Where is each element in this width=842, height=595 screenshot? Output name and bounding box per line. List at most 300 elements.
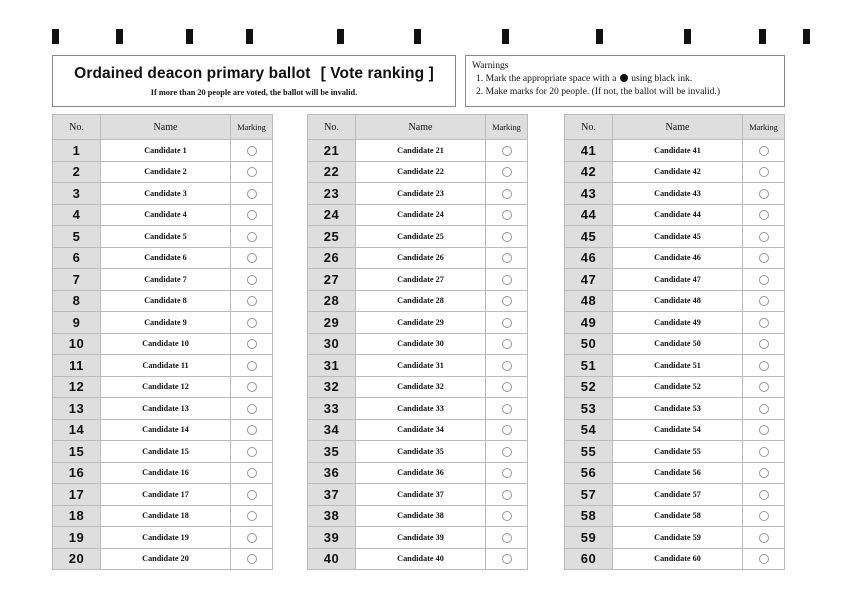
table-row — [53, 333, 273, 355]
header-no: No. — [308, 115, 356, 140]
marking-circle-icon[interactable] — [247, 210, 257, 220]
marking-circle-icon[interactable] — [247, 511, 257, 521]
warning-item-1-text-end: using black ink. — [631, 73, 693, 84]
marking-cell — [486, 290, 528, 312]
table-row — [53, 247, 273, 269]
marking-cell — [743, 505, 785, 527]
table-row — [308, 527, 528, 549]
candidate-name: Candidate 3 — [101, 183, 231, 205]
table-row — [565, 183, 785, 205]
candidate-number: 7 — [53, 269, 101, 291]
table-row — [565, 161, 785, 183]
candidate-number: 33 — [308, 398, 356, 420]
candidate-number: 47 — [565, 269, 613, 291]
marking-cell — [486, 484, 528, 506]
candidate-name: Candidate 30 — [356, 333, 486, 355]
candidate-number: 34 — [308, 419, 356, 441]
marking-cell — [743, 462, 785, 484]
header-name: Name — [613, 115, 743, 140]
table-row — [565, 527, 785, 549]
marking-circle-icon[interactable] — [247, 361, 257, 371]
candidate-number: 6 — [53, 247, 101, 269]
marking-cell — [231, 355, 273, 377]
marking-cell — [231, 419, 273, 441]
marking-circle-icon[interactable] — [759, 490, 769, 500]
marking-circle-icon[interactable] — [502, 361, 512, 371]
marking-circle-icon[interactable] — [502, 296, 512, 306]
marking-circle-icon[interactable] — [247, 554, 257, 564]
candidate-name: Candidate 11 — [101, 355, 231, 377]
candidate-name: Candidate 23 — [356, 183, 486, 205]
marking-cell — [486, 462, 528, 484]
marking-circle-icon[interactable] — [502, 533, 512, 543]
table-row — [53, 161, 273, 183]
header-marking: Marking — [486, 115, 528, 140]
table-row — [308, 183, 528, 205]
table-row — [53, 398, 273, 420]
marking-cell — [486, 161, 528, 183]
candidate-name: Candidate 20 — [101, 548, 231, 570]
marking-cell — [231, 376, 273, 398]
candidate-number: 48 — [565, 290, 613, 312]
candidate-name: Candidate 42 — [613, 161, 743, 183]
marking-cell — [486, 269, 528, 291]
marking-circle-icon[interactable] — [247, 404, 257, 414]
marking-circle-icon[interactable] — [759, 253, 769, 263]
warning-item-1-text: 1. Mark the appropriate space with a — [476, 73, 617, 84]
candidate-number: 57 — [565, 484, 613, 506]
marking-circle-icon[interactable] — [247, 275, 257, 285]
candidate-number: 1 — [53, 140, 101, 162]
ballot-title-main: Ordained deacon primary ballot — [74, 65, 311, 82]
table-row — [308, 462, 528, 484]
marking-circle-icon[interactable] — [759, 447, 769, 457]
table-row — [53, 269, 273, 291]
candidate-number: 2 — [53, 161, 101, 183]
marking-cell — [486, 505, 528, 527]
marking-cell — [231, 161, 273, 183]
table-row — [565, 140, 785, 162]
table-row — [565, 505, 785, 527]
candidate-number: 59 — [565, 527, 613, 549]
marking-circle-icon[interactable] — [502, 511, 512, 521]
candidate-name: Candidate 27 — [356, 269, 486, 291]
marking-cell — [231, 548, 273, 570]
candidate-number: 36 — [308, 462, 356, 484]
candidate-number: 27 — [308, 269, 356, 291]
marking-circle-icon[interactable] — [247, 146, 257, 156]
marking-cell — [486, 183, 528, 205]
marking-circle-icon[interactable] — [502, 425, 512, 435]
candidate-name: Candidate 2 — [101, 161, 231, 183]
table-row — [53, 355, 273, 377]
table-row — [53, 419, 273, 441]
table-header-row — [308, 115, 528, 140]
candidate-number: 43 — [565, 183, 613, 205]
marking-circle-icon[interactable] — [247, 490, 257, 500]
marking-cell — [743, 247, 785, 269]
marking-cell — [743, 140, 785, 162]
marking-circle-icon[interactable] — [247, 468, 257, 478]
table-row — [308, 505, 528, 527]
marking-cell — [486, 355, 528, 377]
candidate-number: 24 — [308, 204, 356, 226]
candidate-number: 4 — [53, 204, 101, 226]
table-row — [565, 290, 785, 312]
marking-circle-icon[interactable] — [502, 318, 512, 328]
candidate-number: 49 — [565, 312, 613, 334]
marking-cell — [743, 484, 785, 506]
marking-cell — [486, 376, 528, 398]
candidate-name: Candidate 48 — [613, 290, 743, 312]
candidate-number: 8 — [53, 290, 101, 312]
candidate-name: Candidate 57 — [613, 484, 743, 506]
marking-circle-icon[interactable] — [502, 404, 512, 414]
marking-circle-icon[interactable] — [759, 361, 769, 371]
candidate-number: 17 — [53, 484, 101, 506]
header-no: No. — [565, 115, 613, 140]
marking-circle-icon[interactable] — [502, 146, 512, 156]
candidate-name: Candidate 51 — [613, 355, 743, 377]
timing-mark — [684, 29, 691, 44]
marking-cell — [743, 269, 785, 291]
timing-mark — [596, 29, 603, 44]
candidate-number: 14 — [53, 419, 101, 441]
marking-cell — [486, 527, 528, 549]
candidate-name: Candidate 6 — [101, 247, 231, 269]
marking-circle-icon[interactable] — [502, 382, 512, 392]
table-row — [308, 333, 528, 355]
candidate-number: 40 — [308, 548, 356, 570]
marking-cell — [231, 247, 273, 269]
candidate-name: Candidate 35 — [356, 441, 486, 463]
timing-mark — [337, 29, 344, 44]
candidate-name: Candidate 18 — [101, 505, 231, 527]
candidate-number: 11 — [53, 355, 101, 377]
marking-circle-icon[interactable] — [502, 253, 512, 263]
warnings-box — [465, 55, 785, 107]
candidate-number: 58 — [565, 505, 613, 527]
candidate-number: 29 — [308, 312, 356, 334]
candidate-number: 25 — [308, 226, 356, 248]
table-row — [565, 333, 785, 355]
header-name: Name — [101, 115, 231, 140]
table-row — [53, 312, 273, 334]
candidate-number: 52 — [565, 376, 613, 398]
candidate-name: Candidate 28 — [356, 290, 486, 312]
marking-circle-icon[interactable] — [759, 425, 769, 435]
candidate-number: 54 — [565, 419, 613, 441]
candidate-number: 51 — [565, 355, 613, 377]
table-row — [565, 548, 785, 570]
candidate-name: Candidate 59 — [613, 527, 743, 549]
candidate-name: Candidate 36 — [356, 462, 486, 484]
candidate-number: 37 — [308, 484, 356, 506]
marking-cell — [231, 312, 273, 334]
marking-cell — [743, 441, 785, 463]
header-no: No. — [53, 115, 101, 140]
candidate-name: Candidate 15 — [101, 441, 231, 463]
candidate-number: 60 — [565, 548, 613, 570]
table-row — [53, 140, 273, 162]
marking-circle-icon[interactable] — [759, 404, 769, 414]
candidate-name: Candidate 45 — [613, 226, 743, 248]
ballot-table-1 — [52, 114, 273, 570]
candidate-name: Candidate 12 — [101, 376, 231, 398]
marking-circle-icon[interactable] — [502, 210, 512, 220]
timing-mark — [759, 29, 766, 44]
marking-circle-icon[interactable] — [247, 447, 257, 457]
table-row — [308, 355, 528, 377]
table-row — [565, 441, 785, 463]
candidate-name: Candidate 1 — [101, 140, 231, 162]
candidate-number: 18 — [53, 505, 101, 527]
marking-circle-icon[interactable] — [247, 232, 257, 242]
candidate-name: Candidate 13 — [101, 398, 231, 420]
candidate-number: 39 — [308, 527, 356, 549]
candidate-number: 45 — [565, 226, 613, 248]
candidate-name: Candidate 29 — [356, 312, 486, 334]
marking-cell — [231, 333, 273, 355]
marking-circle-icon[interactable] — [759, 554, 769, 564]
marking-circle-icon[interactable] — [247, 318, 257, 328]
candidate-name: Candidate 33 — [356, 398, 486, 420]
candidate-number: 16 — [53, 462, 101, 484]
marking-circle-icon[interactable] — [759, 275, 769, 285]
candidate-name: Candidate 50 — [613, 333, 743, 355]
marking-circle-icon[interactable] — [759, 232, 769, 242]
table-row — [565, 226, 785, 248]
candidate-name: Candidate 31 — [356, 355, 486, 377]
candidate-number: 26 — [308, 247, 356, 269]
candidate-number: 38 — [308, 505, 356, 527]
marking-circle-icon[interactable] — [759, 339, 769, 349]
header-marking: Marking — [231, 115, 273, 140]
candidate-name: Candidate 24 — [356, 204, 486, 226]
candidate-name: Candidate 60 — [613, 548, 743, 570]
table-row — [308, 161, 528, 183]
marking-circle-icon[interactable] — [247, 253, 257, 263]
candidate-name: Candidate 4 — [101, 204, 231, 226]
candidate-name: Candidate 46 — [613, 247, 743, 269]
candidate-name: Candidate 14 — [101, 419, 231, 441]
candidate-number: 21 — [308, 140, 356, 162]
marking-circle-icon[interactable] — [759, 382, 769, 392]
table-row — [308, 419, 528, 441]
marking-circle-icon[interactable] — [502, 490, 512, 500]
marking-cell — [231, 290, 273, 312]
candidate-name: Candidate 43 — [613, 183, 743, 205]
marking-circle-icon[interactable] — [247, 382, 257, 392]
candidate-number: 42 — [565, 161, 613, 183]
table-row — [53, 484, 273, 506]
marking-circle-icon[interactable] — [502, 339, 512, 349]
marking-cell — [486, 548, 528, 570]
marking-cell — [486, 204, 528, 226]
candidate-number: 35 — [308, 441, 356, 463]
marking-circle-icon[interactable] — [502, 275, 512, 285]
table-row — [53, 441, 273, 463]
candidate-name: Candidate 41 — [613, 140, 743, 162]
table-row — [53, 183, 273, 205]
table-row — [53, 290, 273, 312]
marking-circle-icon[interactable] — [502, 447, 512, 457]
marking-cell — [231, 140, 273, 162]
marking-circle-icon[interactable] — [247, 339, 257, 349]
candidate-name: Candidate 40 — [356, 548, 486, 570]
candidate-number: 13 — [53, 398, 101, 420]
marking-cell — [231, 441, 273, 463]
marking-cell — [486, 333, 528, 355]
timing-mark — [502, 29, 509, 44]
table-row — [308, 204, 528, 226]
table-row — [308, 484, 528, 506]
table-row — [308, 290, 528, 312]
candidate-name: Candidate 47 — [613, 269, 743, 291]
ballot-title — [53, 65, 455, 83]
marking-circle-icon[interactable] — [502, 232, 512, 242]
candidate-number: 15 — [53, 441, 101, 463]
candidate-number: 44 — [565, 204, 613, 226]
candidate-number: 19 — [53, 527, 101, 549]
marking-cell — [743, 527, 785, 549]
marking-circle-icon[interactable] — [247, 167, 257, 177]
candidate-name: Candidate 5 — [101, 226, 231, 248]
marking-cell — [231, 183, 273, 205]
marking-cell — [486, 398, 528, 420]
table-row — [53, 505, 273, 527]
marking-circle-icon[interactable] — [502, 189, 512, 199]
ballot-table-2 — [307, 114, 528, 570]
timing-mark — [803, 29, 810, 44]
table-row — [53, 376, 273, 398]
timing-mark — [186, 29, 193, 44]
candidate-name: Candidate 52 — [613, 376, 743, 398]
table-header-row — [565, 115, 785, 140]
ballot-subtitle: If more than 20 people are voted, the ballot will be invalid. — [150, 88, 358, 97]
candidate-name: Candidate 49 — [613, 312, 743, 334]
marking-circle-icon[interactable] — [247, 425, 257, 435]
table-row — [308, 376, 528, 398]
warning-item-2: 2. Make marks for 20 people. (If not, the ballot will be invalid.) — [476, 86, 721, 97]
marking-circle-icon[interactable] — [502, 167, 512, 177]
candidate-name: Candidate 7 — [101, 269, 231, 291]
marking-cell — [486, 312, 528, 334]
table-row — [565, 269, 785, 291]
marking-cell — [743, 183, 785, 205]
candidate-name: Candidate 32 — [356, 376, 486, 398]
timing-mark — [246, 29, 253, 44]
candidate-name: Candidate 38 — [356, 505, 486, 527]
candidate-name: Candidate 58 — [613, 505, 743, 527]
candidate-name: Candidate 54 — [613, 419, 743, 441]
candidate-number: 31 — [308, 355, 356, 377]
marking-cell — [231, 269, 273, 291]
candidate-number: 30 — [308, 333, 356, 355]
candidate-name: Candidate 26 — [356, 247, 486, 269]
candidate-name: Candidate 9 — [101, 312, 231, 334]
table-row — [565, 204, 785, 226]
filled-circle-icon — [620, 74, 628, 82]
table-row — [565, 247, 785, 269]
marking-circle-icon[interactable] — [759, 533, 769, 543]
candidate-number: 3 — [53, 183, 101, 205]
table-row — [308, 398, 528, 420]
table-row — [53, 204, 273, 226]
marking-circle-icon[interactable] — [502, 554, 512, 564]
candidate-name: Candidate 16 — [101, 462, 231, 484]
candidate-name: Candidate 55 — [613, 441, 743, 463]
table-row — [53, 527, 273, 549]
table-row — [53, 226, 273, 248]
marking-cell — [743, 398, 785, 420]
marking-cell — [743, 161, 785, 183]
table-row — [565, 462, 785, 484]
table-header-row — [53, 115, 273, 140]
table-row — [565, 398, 785, 420]
candidate-number: 50 — [565, 333, 613, 355]
marking-cell — [231, 398, 273, 420]
marking-circle-icon[interactable] — [247, 533, 257, 543]
marking-circle-icon[interactable] — [759, 296, 769, 306]
candidate-name: Candidate 44 — [613, 204, 743, 226]
candidate-name: Candidate 34 — [356, 419, 486, 441]
candidate-name: Candidate 37 — [356, 484, 486, 506]
title-box — [52, 55, 456, 107]
table-row — [565, 312, 785, 334]
marking-cell — [231, 462, 273, 484]
ballot-table-3 — [564, 114, 785, 570]
table-row — [308, 312, 528, 334]
table-row — [565, 419, 785, 441]
candidate-name: Candidate 56 — [613, 462, 743, 484]
ballot-title-tag: [ Vote ranking ] — [320, 65, 434, 82]
marking-cell — [743, 355, 785, 377]
candidate-number: 22 — [308, 161, 356, 183]
marking-circle-icon[interactable] — [759, 511, 769, 521]
candidate-name: Candidate 17 — [101, 484, 231, 506]
marking-circle-icon[interactable] — [247, 296, 257, 306]
header-marking: Marking — [743, 115, 785, 140]
candidate-number: 23 — [308, 183, 356, 205]
candidate-number: 55 — [565, 441, 613, 463]
marking-cell — [486, 441, 528, 463]
candidate-name: Candidate 22 — [356, 161, 486, 183]
table-row — [308, 269, 528, 291]
marking-circle-icon[interactable] — [759, 189, 769, 199]
candidate-number: 5 — [53, 226, 101, 248]
marking-circle-icon[interactable] — [759, 318, 769, 328]
marking-cell — [231, 527, 273, 549]
candidate-number: 28 — [308, 290, 356, 312]
marking-cell — [486, 419, 528, 441]
candidate-number: 46 — [565, 247, 613, 269]
timing-mark — [116, 29, 123, 44]
marking-cell — [743, 419, 785, 441]
timing-mark — [52, 29, 59, 44]
marking-circle-icon[interactable] — [247, 189, 257, 199]
marking-circle-icon[interactable] — [759, 468, 769, 478]
marking-circle-icon[interactable] — [759, 146, 769, 156]
candidate-name: Candidate 10 — [101, 333, 231, 355]
marking-circle-icon[interactable] — [502, 468, 512, 478]
marking-cell — [231, 505, 273, 527]
marking-cell — [743, 290, 785, 312]
marking-circle-icon[interactable] — [759, 210, 769, 220]
marking-cell — [743, 376, 785, 398]
marking-cell — [743, 548, 785, 570]
marking-circle-icon[interactable] — [759, 167, 769, 177]
